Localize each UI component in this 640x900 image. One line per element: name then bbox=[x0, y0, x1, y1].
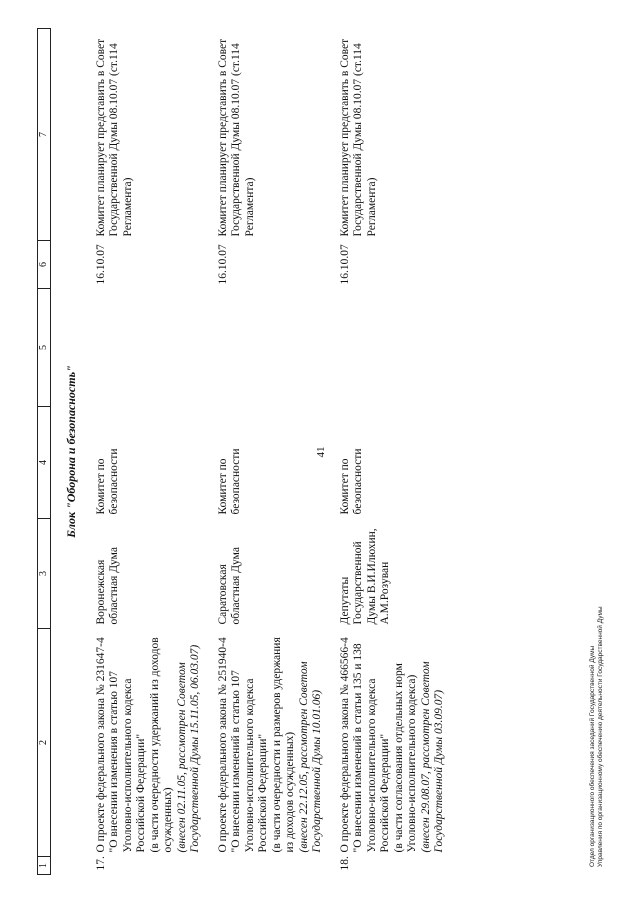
page-number: 41 bbox=[315, 446, 327, 458]
header-row bbox=[38, 29, 51, 875]
footer-line: Управления по организационному обеспечению деятельности Государственной Думы bbox=[597, 606, 604, 867]
date-cell: 16.10.07 bbox=[338, 244, 351, 285]
bill-intro: О проекте федерального закона № 466566-4 bbox=[338, 637, 351, 853]
footer-line: Отдел организационного обеспечения заседаний Государственной Думы bbox=[589, 645, 596, 867]
column-header: 1 bbox=[38, 857, 51, 875]
column-header: 6 bbox=[38, 241, 51, 289]
bill-note: (внесен 02.11.05, рассмотрен Советом Государственной Думы 15.11.05, 06.03.07) bbox=[175, 644, 201, 853]
row-number: 18. bbox=[338, 856, 351, 871]
bill-detail: (в части очередности и размеров удержания из доходов осужденных) bbox=[270, 637, 296, 853]
table-row bbox=[211, 29, 333, 875]
committee-cell: Комитет по безопасности bbox=[94, 448, 120, 515]
bill-note: (внесен 22.12.05, рассмотрен Советом Государственной Думы 10.01.06) bbox=[297, 661, 323, 853]
stage-cell: Комитет планирует представить в Совет Государственной Думы 08.10.07 (ст.114 Регламента) bbox=[94, 38, 134, 237]
bill-cell bbox=[211, 629, 333, 857]
column-5-cell bbox=[89, 289, 211, 407]
bill-intro: О проекте федерального закона № 251940-4 bbox=[216, 637, 229, 853]
bill-detail: (в части согласования отдельных норм Уголовно-исполнительного кодекса) bbox=[392, 663, 418, 853]
column-5-cell bbox=[333, 289, 455, 407]
stage-cell: Комитет планирует представить в Совет Государственной Думы 08.10.07 (ст.114 Регламента) bbox=[216, 38, 256, 237]
column-header: 4 bbox=[38, 407, 51, 519]
committee-cell: Комитет по безопасности bbox=[338, 448, 364, 515]
bill-title: "О внесении изменений в статью 107 Уголовно-исполнительного кодекса Российской Федерации" bbox=[230, 670, 269, 853]
bill-title: "О внесении изменений в статьи 135 и 138 Уголовно-исполнительного кодекса Российской Федерации" bbox=[352, 643, 391, 853]
column-5-cell bbox=[211, 289, 333, 407]
section-row bbox=[51, 29, 89, 875]
table-row bbox=[333, 29, 455, 875]
bill-note: (внесен 29.08.07, рассмотрен Советом Государственной Думы 03.09.07) bbox=[419, 661, 445, 853]
bill-intro: О проекте федерального закона № 231647-4 bbox=[94, 637, 107, 853]
date-cell: 16.10.07 bbox=[216, 244, 229, 285]
bill-detail: (в части очередности удержаний из доходов осужденных) bbox=[148, 637, 174, 853]
column-header: 7 bbox=[38, 29, 51, 241]
rotated-document bbox=[24, 29, 624, 875]
date-cell: 16.10.07 bbox=[94, 244, 107, 285]
agenda-table bbox=[37, 28, 455, 875]
bill-cell bbox=[333, 629, 455, 857]
author-cell: Депутаты Государственной Думы В.И.Илюхин, А.М.Розуван bbox=[338, 528, 391, 625]
bill-cell bbox=[89, 629, 211, 857]
author-cell: Воронежская областная Дума bbox=[94, 547, 120, 625]
section-title: Блок "Оборона и безопасность" bbox=[64, 365, 78, 538]
footer bbox=[589, 606, 605, 867]
column-header: 3 bbox=[38, 519, 51, 629]
row-number bbox=[211, 857, 333, 875]
committee-cell: Комитет по безопасности bbox=[216, 448, 242, 515]
column-header: 5 bbox=[38, 289, 51, 407]
column-header: 2 bbox=[38, 629, 51, 857]
table-row bbox=[89, 29, 211, 875]
bill-title: "О внесении изменения в статью 107 Уголовно-исполнительного кодекса Российской Федерации" bbox=[108, 670, 147, 853]
row-number: 17. bbox=[94, 856, 107, 871]
stage-cell: Комитет планирует представить в Совет Государственной Думы 08.10.07 (ст.114 Регламента) bbox=[338, 38, 378, 237]
author-cell: Саратовская областная Дума bbox=[216, 547, 242, 625]
